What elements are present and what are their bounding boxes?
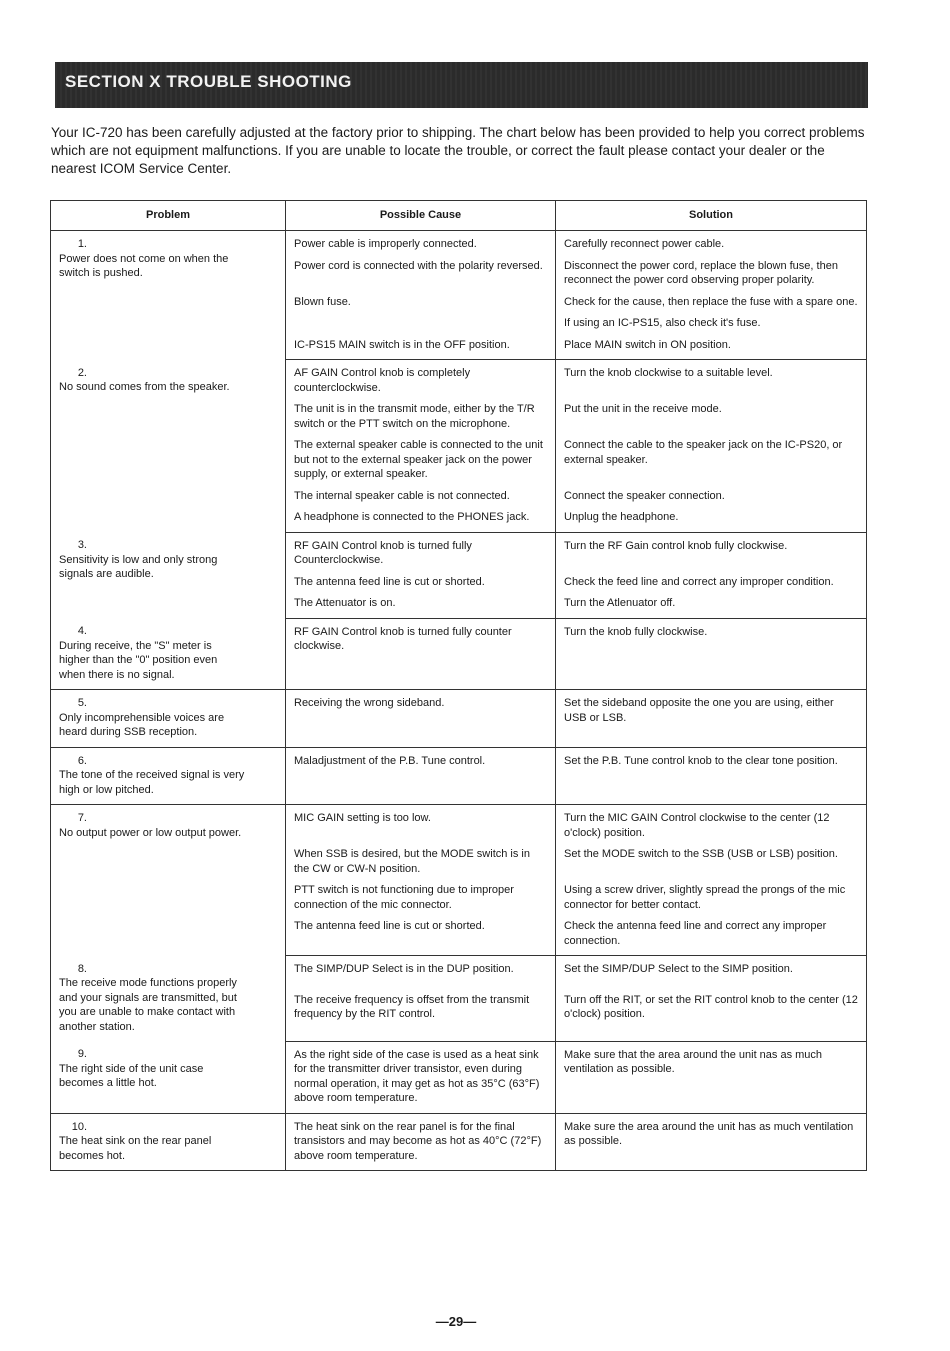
solution-cell: Disconnect the power cord, replace the blown fuse, then reconnect the power cord observing proper polarity. (556, 259, 867, 295)
problem-number: 9. (77, 1048, 87, 1060)
cause-cell: PTT switch is not functioning due to improper connection of the mic connector. (286, 883, 556, 919)
cause-cell: Receiving the wrong sideband. (286, 690, 556, 748)
table-row (51, 1113, 867, 1171)
cause-cell: MIC GAIN setting is too low. (286, 805, 556, 848)
cause-cell: RF GAIN Control knob is turned fully counter clockwise. (286, 618, 556, 690)
cause-cell: AF GAIN Control knob is completely counterclockwise. (286, 360, 556, 403)
table-row (51, 532, 867, 575)
solution-header: Solution (556, 201, 867, 231)
solution-cell: Connect the cable to the speaker jack on the IC-PS20, or external speaker. (556, 438, 867, 489)
problem-header: Problem (51, 201, 286, 231)
cause-cell: Power cable is improperly connected. (286, 231, 556, 259)
problem-text: The receive mode functions properly and your signals are transmitted, but you are unable to make contact with another station. (59, 977, 237, 1033)
intro-paragraph: Your IC-720 has been carefully adjusted at the factory prior to shipping. The chart below has been provided to help you correct problems which are not equipment malfunctions. If you are unable to locate the trouble, or correct the fault please contact your dealer or the nearest ICOM Service Center. (51, 125, 865, 176)
solution-cell: Put the unit in the receive mode. (556, 402, 867, 438)
table-body (51, 231, 867, 1171)
cause-cell: The receive frequency is offset from the transmit frequency by the RIT control. (286, 993, 556, 1041)
problem-cell (51, 747, 286, 805)
problem-cell (51, 956, 286, 1042)
problem-number: 6. (77, 754, 87, 767)
solution-cell: If using an IC-PS15, also check it's fuse. (556, 316, 867, 338)
problem-text: No sound comes from the speaker. (59, 381, 230, 393)
solution-cell: Set the SIMP/DUP Select to the SIMP position. (556, 956, 867, 993)
cause-cell: The antenna feed line is cut or shorted. (286, 575, 556, 597)
cause-cell: The SIMP/DUP Select is in the DUP position. (286, 956, 556, 993)
solution-cell: Turn the Atlenuator off. (556, 596, 867, 618)
problem-cell (51, 360, 286, 533)
solution-cell: Using a screw driver, slightly spread the prongs of the mic connector for better contact. (556, 883, 867, 919)
section-banner (55, 62, 868, 108)
solution-cell: Check the antenna feed line and correct any improper connection. (556, 919, 867, 956)
table-row (51, 956, 867, 993)
cause-cell: The heat sink on the rear panel is for the final transistors and may become as hot as 40°C (72°F) above room temperature. (286, 1113, 556, 1171)
problem-number: 10. (71, 1120, 87, 1133)
solution-cell: Turn the knob clockwise to a suitable level. (556, 360, 867, 403)
problem-cell (51, 1113, 286, 1171)
problem-cell (51, 618, 286, 690)
solution-cell: Turn the knob fully clockwise. (556, 618, 867, 690)
problem-text: No output power or low output power. (59, 826, 242, 839)
solution-cell: Set the P.B. Tune control knob to the clear tone position. (556, 747, 867, 805)
problem-cell (51, 1041, 286, 1113)
solution-cell: Check the feed line and correct any improper condition. (556, 575, 867, 597)
problem-number: 8. (77, 962, 87, 975)
problem-cell (51, 532, 286, 618)
table-row (51, 231, 867, 259)
table-header-row (51, 201, 867, 231)
cause-cell: IC-PS15 MAIN switch is in the OFF position. (286, 338, 556, 360)
solution-cell: Make sure the area around the unit has as much ventilation as possible. (556, 1113, 867, 1171)
cause-cell: The external speaker cable is connected to the unit but not to the external speaker jack on the power supply, or external speaker. (286, 438, 556, 489)
cause-header: Possible Cause (286, 201, 556, 231)
solution-cell: Unplug the headphone. (556, 510, 867, 532)
table-row (51, 690, 867, 748)
table-row (51, 360, 867, 403)
cause-cell: Blown fuse. (286, 295, 556, 317)
troubleshooting-table (50, 200, 867, 1171)
cause-cell: Maladjustment of the P.B. Tune control. (286, 747, 556, 805)
problem-text: The heat sink on the rear panel becomes hot. (59, 1135, 212, 1162)
problem-text: Only incomprehensible voices are heard during SSB reception. (59, 711, 225, 738)
problem-number: 1. (77, 238, 87, 250)
table-row (51, 618, 867, 690)
solution-cell: Turn the RF Gain control knob fully clockwise. (556, 532, 867, 575)
table-row (51, 747, 867, 805)
problem-number: 4. (77, 625, 87, 637)
problem-number: 3. (77, 539, 87, 551)
section-title: SECTION X TROUBLE SHOOTING (65, 72, 352, 91)
cause-cell: As the right side of the case is used as a heat sink for the transmitter driver transistor, even during normal operation, it may get as hot as 35°C (63°F) above room temperature. (286, 1041, 556, 1113)
problem-cell (51, 805, 286, 956)
page-number: —29— (435, 1314, 477, 1329)
table-row (51, 805, 867, 848)
solution-cell: Carefully reconnect power cable. (556, 231, 867, 259)
problem-cell (51, 690, 286, 748)
problem-text: Sensitivity is low and only strong signals are audible. (59, 553, 218, 580)
solution-cell: Connect the speaker connection. (556, 489, 867, 511)
cause-cell: Power cord is connected with the polarity reversed. (286, 259, 556, 295)
cause-cell (286, 316, 556, 338)
problem-text: The right side of the unit case becomes a little hot. (59, 1062, 204, 1089)
cause-cell: The antenna feed line is cut or shorted. (286, 919, 556, 956)
solution-cell: Place MAIN switch in ON position. (556, 338, 867, 360)
problem-text: During receive, the "S" meter is higher than the "0" position even when there is no signal. (59, 639, 218, 681)
problem-text: Power does not come on when the switch is pushed. (59, 252, 229, 279)
solution-cell: Set the MODE switch to the SSB (USB or LSB) position. (556, 847, 867, 883)
solution-cell: Turn off the RIT, or set the RIT control knob to the center (12 o'clock) position. (556, 993, 867, 1041)
problem-cell (51, 231, 286, 360)
table-row (51, 1041, 867, 1113)
cause-cell: The unit is in the transmit mode, either by the T/R switch or the PTT switch on the microphone. (286, 402, 556, 438)
solution-cell: Make sure that the area around the unit nas as much ventilation as possible. (556, 1041, 867, 1113)
problem-number: 2. (77, 366, 87, 379)
problem-number: 7. (77, 812, 87, 824)
solution-cell: Set the sideband opposite the one you are using, either USB or LSB. (556, 690, 867, 748)
cause-cell: The Attenuator is on. (286, 596, 556, 618)
solution-cell: Turn the MIC GAIN Control clockwise to the center (12 o'clock) position. (556, 805, 867, 848)
solution-cell: Check for the cause, then replace the fuse with a spare one. (556, 295, 867, 317)
cause-cell: RF GAIN Control knob is turned fully Counterclockwise. (286, 532, 556, 575)
cause-cell: The internal speaker cable is not connected. (286, 489, 556, 511)
cause-cell: When SSB is desired, but the MODE switch is in the CW or CW-N position. (286, 847, 556, 883)
problem-number: 5. (77, 697, 87, 709)
problem-text: The tone of the received signal is very high or low pitched. (59, 769, 245, 796)
cause-cell: A headphone is connected to the PHONES jack. (286, 510, 556, 532)
